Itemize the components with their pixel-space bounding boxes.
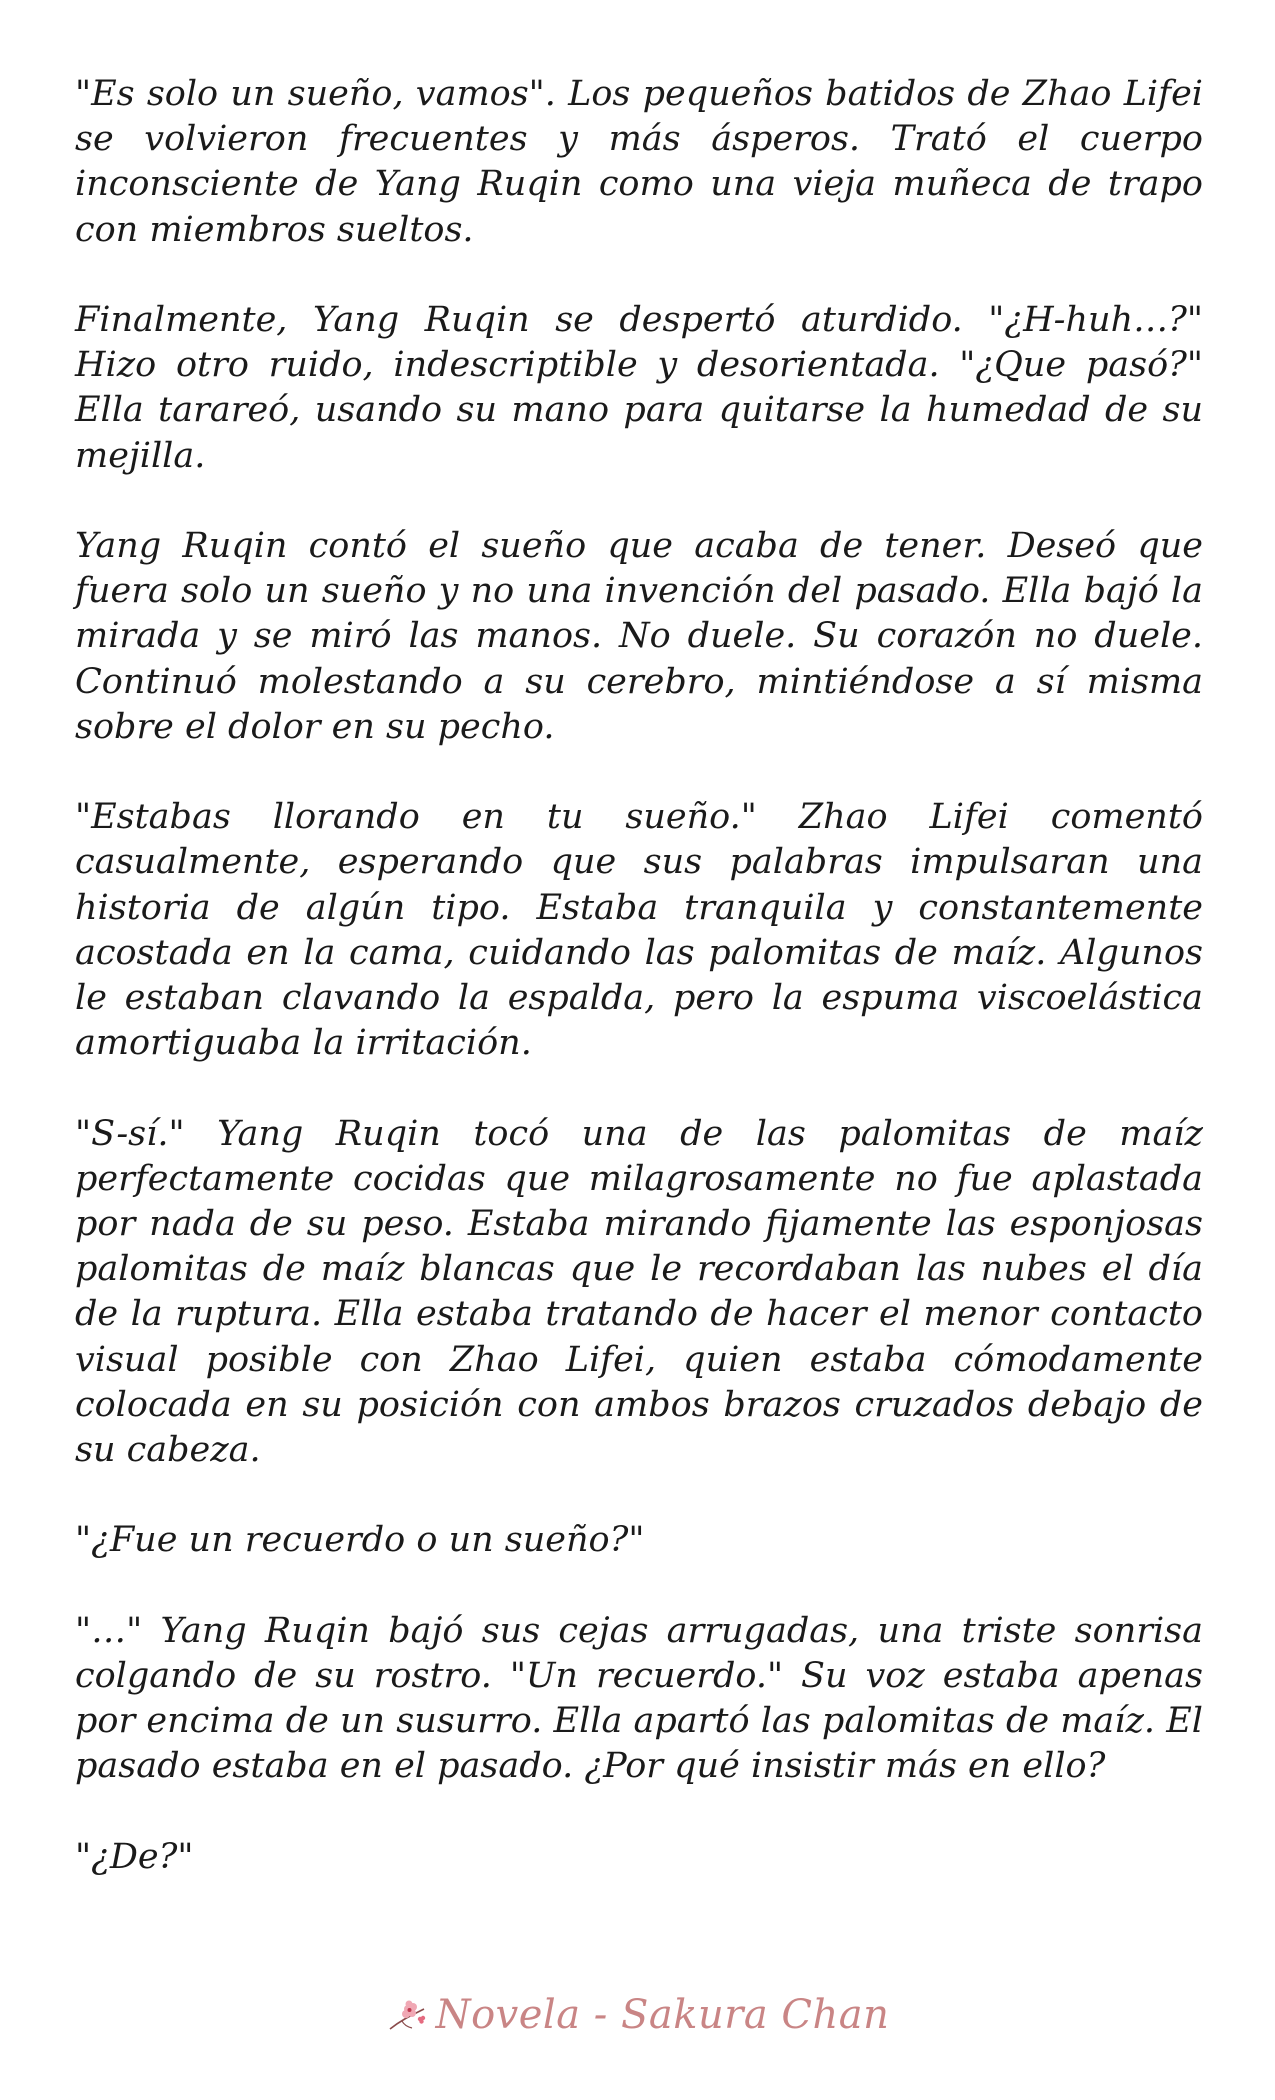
- paragraph: "Es solo un sueño, vamos". Los pequeños batidos de Zhao Lifei se volvieron frecuentes y más ásperos. Trató el cuerpo inconsciente de Yang Ruqin como una vieja muñeca de trapo con miembros sueltos.: [75, 74, 1203, 250]
- paragraph: "S-sí." Yang Ruqin tocó una de las palomitas de maíz perfectamente cocidas que milagrosamente no fue aplastada por nada de su peso. Estaba mirando fijamente las esponjosas palomitas de maíz blancas que le recordaban las nubes el día de la ruptura. Ella estaba tratando de hacer el menor contacto visual posible con Zhao Lifei, quien estaba cómodamente colocada en su posición con ambos brazos cruzados debajo de su cabeza.: [75, 1113, 1203, 1471]
- paragraph: Yang Ruqin contó el sueño que acaba de tener. Deseó que fuera solo un sueño y no una invención del pasado. Ella bajó la mirada y se miró las manos. No duele. Su corazón no duele. Continuó molestando a su cerebro, mintiéndose a sí misma sobre el dolor en su pecho.: [75, 526, 1203, 747]
- watermark: [0, 1985, 1275, 2045]
- paragraph: "Estabas llorando en tu sueño." Zhao Lifei comentó casualmente, esperando que sus palabras impulsaran una historia de algún tipo. Estaba tranquila y constantemente acostada en la cama, cuidando las palomitas de maíz. Algunos le estaban clavando la espalda, pero la espuma viscoelástica amortiguaba la irritación.: [75, 797, 1203, 1064]
- cherry-blossom-icon: [386, 1995, 430, 2035]
- paragraph: "¿Fue un recuerdo o un sueño?": [75, 1520, 645, 1561]
- watermark-text: Novela - Sakura Chan: [435, 1992, 890, 2038]
- paragraph: Finalmente, Yang Ruqin se despertó aturdido. "¿H-huh…?" Hizo otro ruido, indescriptible y desorientada. "¿Que pasó?" Ella tarareó, usando su mano para quitarse la humedad de su mejilla.: [75, 300, 1203, 476]
- paragraph: "…" Yang Ruqin bajó sus cejas arrugadas, una triste sonrisa colgando de su rostro. "Un recuerdo." Su voz estaba apenas por encima de un susurro. Ella apartó las palomitas de maíz. El pasado estaba en el pasado. ¿Por qué insistir más en ello?: [75, 1610, 1203, 1787]
- paragraph: "¿De?": [75, 1836, 194, 1877]
- story-text: [75, 72, 1203, 1925]
